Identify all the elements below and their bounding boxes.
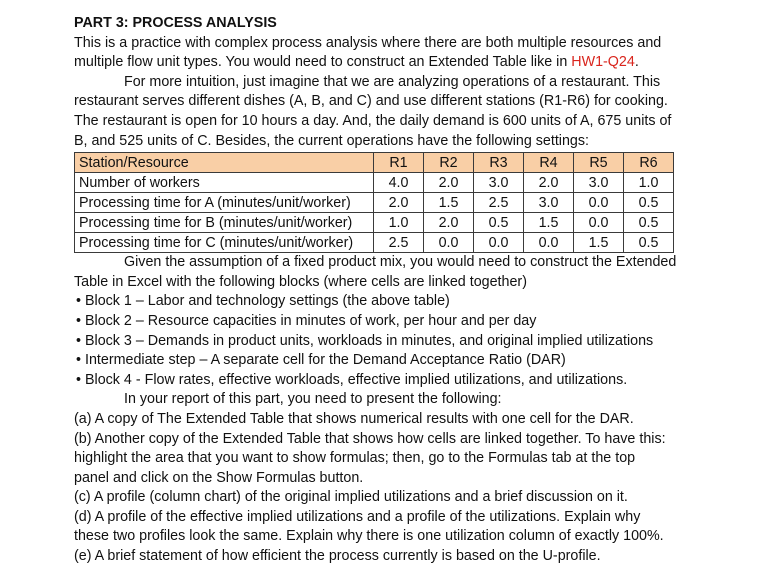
bullet-glyph: • <box>76 312 82 329</box>
table-cell: 2.0 <box>524 173 574 193</box>
table-header-cell: Station/Resource <box>75 153 374 173</box>
table-cell: 0.5 <box>474 213 524 233</box>
table-cell: 0.0 <box>574 213 624 233</box>
intro-line-2-end: . <box>634 54 639 71</box>
table-cell: 0.0 <box>574 193 624 213</box>
table-cell: 0.5 <box>624 213 674 233</box>
table-header-cell: R5 <box>574 153 624 173</box>
table-cell: 3.0 <box>574 173 624 193</box>
table-row <box>75 233 674 253</box>
bullet-item <box>74 292 774 312</box>
bullet-text: Block 4 - Flow rates, effective workloads, effective implied utilizations, and utilizations. <box>85 371 628 388</box>
table-header-row <box>75 153 674 173</box>
intro-line-2 <box>74 53 774 73</box>
report-item-a: (a) A copy of The Extended Table that shows numerical results with one cell for the DAR. <box>74 410 634 427</box>
report-item-e: (e) A brief statement of how efficient the process currently is based on the U-profile. <box>74 548 601 565</box>
table-cell: 1.5 <box>524 213 574 233</box>
bullet-text: Block 1 – Labor and technology settings (the above table) <box>85 293 450 310</box>
report-item-b: (b) Another copy of the Extended Table that shows how cells are linked together. To have this: <box>74 430 666 447</box>
intuition-line-4: B, and 525 units of C. Besides, the current operations have the following settings: <box>74 132 589 149</box>
table-cell: 2.5 <box>374 233 424 253</box>
table-cell: 0.5 <box>624 233 674 253</box>
table-header-cell: R6 <box>624 153 674 173</box>
bullet-item <box>74 371 774 391</box>
table-header-cell: R4 <box>524 153 574 173</box>
table-cell: 2.0 <box>374 193 424 213</box>
table-cell: 4.0 <box>374 173 424 193</box>
document-page <box>74 14 774 567</box>
table-cell: 1.0 <box>624 173 674 193</box>
hw-reference-link[interactable]: HW1-Q24 <box>571 54 635 71</box>
table-header-cell: R2 <box>424 153 474 173</box>
resource-table <box>74 152 674 253</box>
table-row <box>75 173 674 193</box>
table-cell: 2.5 <box>474 193 524 213</box>
table-cell: 1.5 <box>424 193 474 213</box>
table-cell: 1.5 <box>574 233 624 253</box>
row-label: Processing time for A (minutes/unit/worker) <box>75 193 374 213</box>
bullet-glyph: • <box>76 293 82 310</box>
bullet-item <box>74 312 774 332</box>
table-cell: 2.0 <box>424 173 474 193</box>
bullet-item <box>74 332 774 352</box>
intuition-line-1: For more intuition, just imagine that we are analyzing operations of a restaurant. This <box>124 73 661 90</box>
bullet-glyph: • <box>76 352 82 369</box>
blocks-intro-line-2: Table in Excel with the following blocks (where cells are linked together) <box>74 273 527 290</box>
bullet-item <box>74 351 774 371</box>
table-cell: 2.0 <box>424 213 474 233</box>
section-title: PART 3: PROCESS ANALYSIS <box>74 15 277 31</box>
report-item-d-cont: these two profiles look the same. Explain why there is one utilization column of exactly 100%. <box>74 528 664 545</box>
table-header-cell: R1 <box>374 153 424 173</box>
row-label: Number of workers <box>75 173 374 193</box>
intro-line-1: This is a practice with complex process analysis where there are both multiple resources and <box>74 34 662 51</box>
table-cell: 0.0 <box>424 233 474 253</box>
table-row <box>75 193 674 213</box>
report-intro: In your report of this part, you need to present the following: <box>124 391 502 408</box>
intuition-line-2: restaurant serves different dishes (A, B, and C) and use different stations (R1-R6) for cooking. <box>74 93 668 110</box>
table-cell: 3.0 <box>524 193 574 213</box>
table-cell: 1.0 <box>374 213 424 233</box>
report-item-d: (d) A profile of the effective implied utilizations and a profile of the utilizations. Explain why <box>74 508 641 525</box>
bullet-text: Block 3 – Demands in product units, workloads in minutes, and original implied utilizations <box>85 332 654 349</box>
intuition-line-3: The restaurant is open for 10 hours a day. And, the daily demand is 600 units of A, 675 units of <box>74 112 672 129</box>
bullet-text: Intermediate step – A separate cell for the Demand Acceptance Ratio (DAR) <box>85 352 566 369</box>
bullet-text: Block 2 – Resource capacities in minutes of work, per hour and per day <box>85 312 537 329</box>
bullet-glyph: • <box>76 371 82 388</box>
intro-line-2-text: multiple flow unit types. You would need to construct an Extended Table like in <box>74 54 572 71</box>
table-cell: 0.5 <box>624 193 674 213</box>
table-cell: 3.0 <box>474 173 524 193</box>
row-label: Processing time for C (minutes/unit/worker) <box>75 233 374 253</box>
row-label: Processing time for B (minutes/unit/worker) <box>75 213 374 233</box>
bullet-glyph: • <box>76 332 82 349</box>
table-header-cell: R3 <box>474 153 524 173</box>
report-item-c: (c) A profile (column chart) of the original implied utilizations and a brief discussion on it. <box>74 489 628 506</box>
table-cell: 0.0 <box>474 233 524 253</box>
table-row <box>75 213 674 233</box>
report-item-b-cont-2: panel and click on the Show Formulas button. <box>74 469 364 486</box>
blocks-intro-line-1: Given the assumption of a fixed product mix, you would need to construct the Extended <box>124 254 677 271</box>
report-item-b-cont-1: highlight the area that you want to show formulas; then, go to the Formulas tab at the top <box>74 450 636 467</box>
table-cell: 0.0 <box>524 233 574 253</box>
